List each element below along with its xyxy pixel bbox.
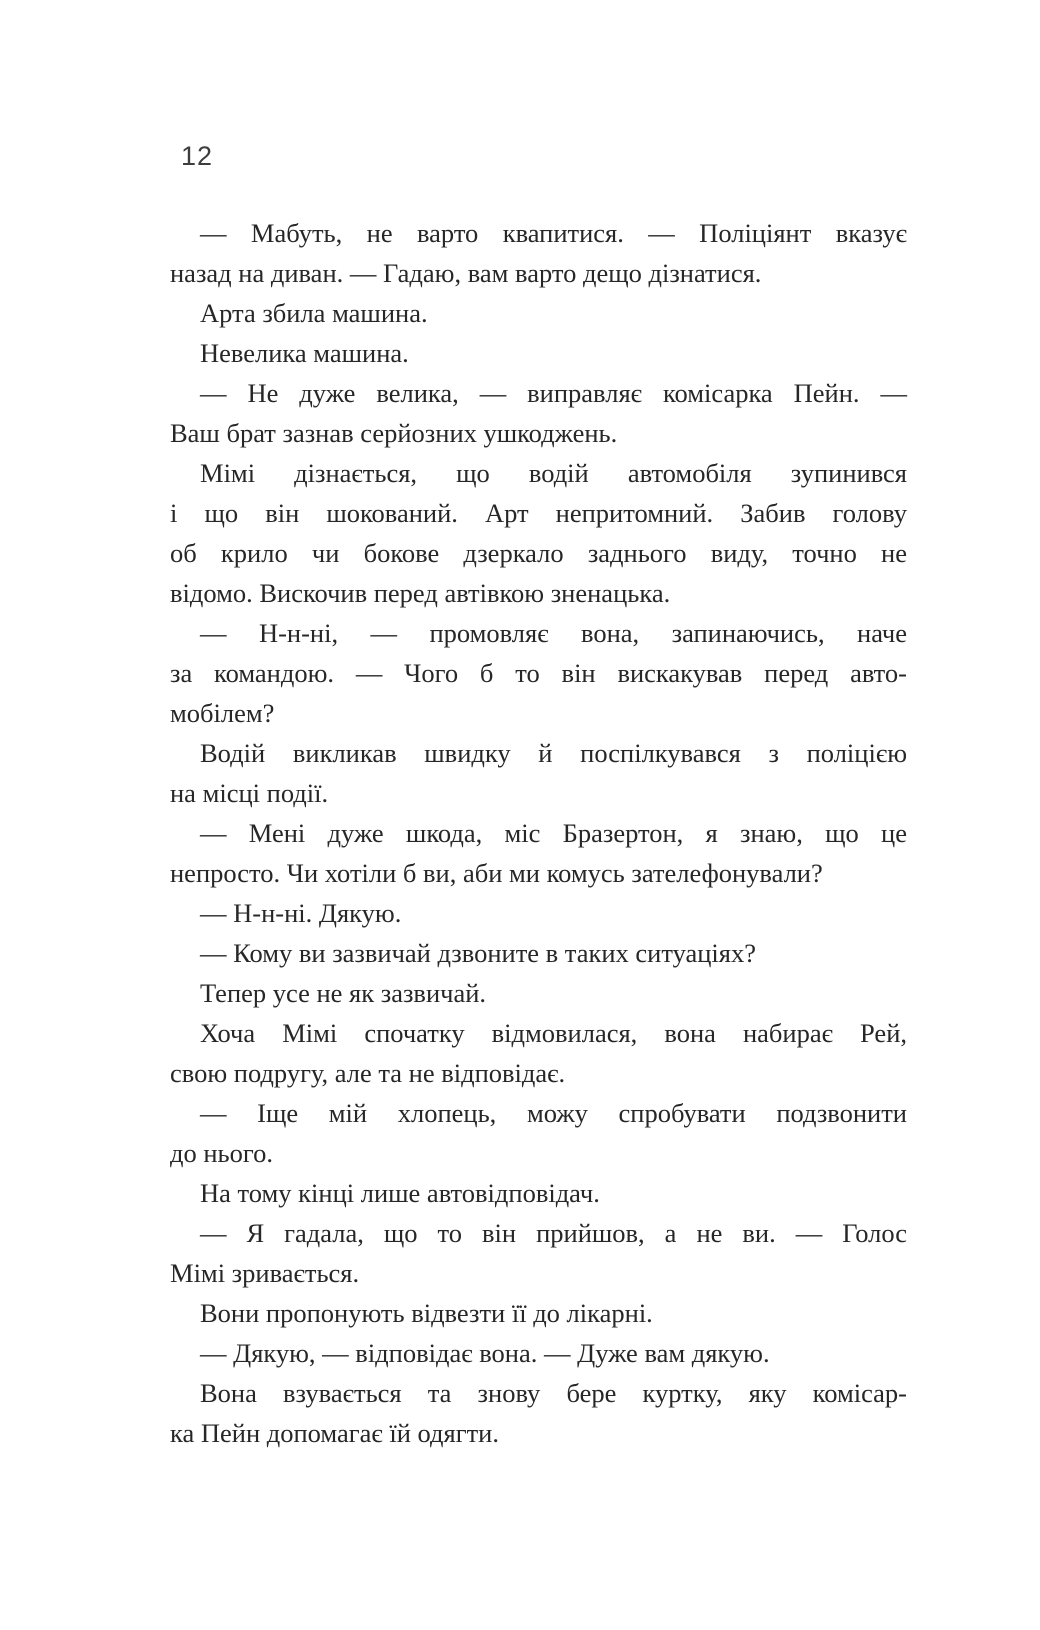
text-line: назад на диван. — Гадаю, вам варто дещо дізнатися. — [170, 258, 762, 288]
text-line: Хоча Мімі спочатку відмовилася, вона набирає Рей, — [200, 1018, 907, 1048]
text-line: — Мені дуже шкода, міс Бразертон, я знаю, що це — [200, 818, 907, 848]
text-line: — Кому ви зазвичай дзвоните в таких ситуаціях? — [200, 938, 756, 968]
text-line: свою подругу, але та не відповідає. — [170, 1058, 566, 1088]
text-line: мобілем? — [170, 698, 275, 728]
text-line: Невелика машина. — [200, 338, 409, 368]
text-line: — Дякую, — відповідає вона. — Дуже вам дякую. — [200, 1338, 770, 1368]
text-line: — Н-н-ні. Дякую. — [200, 898, 402, 928]
text-line: — Н-н-ні, — промовляє вона, запинаючись, наче — [200, 618, 907, 648]
text-line: Вони пропонують відвезти її до лікарні. — [200, 1298, 653, 1328]
text-line: непросто. Чи хотіли б ви, аби ми комусь зателефонували? — [170, 858, 823, 888]
text-line: — Не дуже велика, — виправляє комісарка Пейн. — — [200, 378, 907, 408]
text-line: на місці події. — [170, 778, 329, 808]
text-line: Вона взувається та знову бере куртку, яку комісар- — [200, 1378, 907, 1408]
text-line: Тепер усе не як зазвичай. — [200, 978, 487, 1008]
text-line: і що він шокований. Арт непритомний. Забив голову — [170, 498, 907, 528]
text-line: — Іще мій хлопець, можу спробувати подзвонити — [200, 1098, 907, 1128]
text-line: Мімі дізнається, що водій автомобіля зупинився — [200, 458, 907, 488]
text-line: об крило чи бокове дзеркало заднього виду, точно не — [170, 538, 907, 568]
text-line: до нього. — [170, 1138, 273, 1168]
text-line: На тому кінці лише автовідповідач. — [200, 1178, 600, 1208]
text-line: відомо. Вискочив перед автівкою зненацька. — [170, 578, 671, 608]
text-line: Мімі зривається. — [170, 1258, 360, 1288]
text-line: ка Пейн допомагає їй одягти. — [170, 1418, 499, 1448]
text-line: Арта збила машина. — [200, 298, 428, 328]
body-text — [170, 213, 907, 1453]
text-line: Водій викликав швидку й поспілкувався з поліцією — [200, 738, 907, 768]
text-line: за командою. — Чого б то він вискакував перед авто- — [170, 658, 907, 688]
text-line: — Я гадала, що то він прийшов, а не ви. — Голос — [200, 1218, 907, 1248]
text-line: — Мабуть, не варто квапитися. — Поліціянт вказує — [200, 218, 907, 248]
page-number: 12 — [181, 141, 214, 171]
text-line: Ваш брат зазнав серйозних ушкоджень. — [170, 418, 618, 448]
